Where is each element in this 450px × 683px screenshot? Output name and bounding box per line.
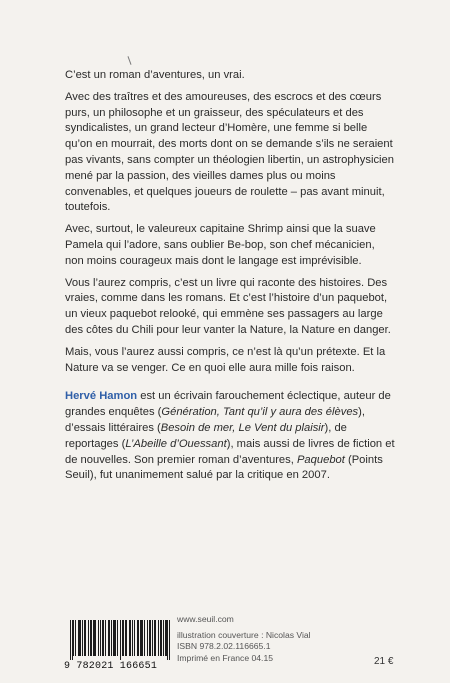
- barcode-bar: [163, 620, 164, 656]
- colophon: [177, 614, 311, 664]
- barcode-bar: [141, 620, 142, 656]
- barcode-digits: 9 782021 166651: [64, 661, 158, 672]
- barcode-bar: [111, 620, 112, 656]
- barcode-bar: [123, 620, 124, 656]
- barcode-bar: [169, 620, 170, 660]
- barcode-bar: [155, 620, 156, 656]
- barcode-bar: [161, 620, 162, 656]
- bio-work-2: Besoin de mer, Le Vent du plaisir: [160, 421, 325, 434]
- barcode-bar: [154, 620, 155, 656]
- barcode-bar: [82, 620, 83, 656]
- bio-text-1: est un écrivain farouchement éclectique, auteur de grandes enquêtes (: [65, 390, 391, 419]
- barcode-bar: [160, 620, 161, 656]
- barcode-bar: [138, 620, 139, 656]
- illustration-credit: illustration couverture : Nicolas Vial: [177, 630, 311, 641]
- barcode-bar: [152, 620, 153, 656]
- barcode-bar: [130, 620, 131, 656]
- bio-work-4: Paquebot: [296, 453, 345, 466]
- blurb-paragraph-2: Avec des traîtres et des amoureuses, des escrocs et des cœurs purs, un philosophe et un graisseur, des spéculateurs et des syndicalistes, un grand lecteur d’Homère, une femme si belle qu’on en mourrait, des morts dont on se demande s’ils ne seraient pas vivants, sans compter un théologien libertin, un astrophysicien mené par la passion, des vieilles dames plus ou moins convenables, et quelques joueurs de roulette – pas avant minuit, toutefois.: [65, 90, 394, 214]
- isbn-text: ISBN 978.2.02.116665.1: [177, 641, 271, 652]
- barcode-bar: [80, 620, 81, 656]
- barcode-bar: [115, 620, 116, 656]
- barcode-bar: [109, 620, 110, 656]
- barcode-bar: [85, 620, 86, 656]
- blurb-paragraph-5: Mais, vous l’aurez aussi compris, ce n’est là qu’un prétexte. Et la Nature va se venger. Ce en quoi elle aura mille fois raison.: [65, 345, 386, 374]
- bio-text-3: ), de reportages (: [65, 421, 347, 450]
- barcode-bar: [137, 620, 138, 656]
- barcode-bar: [70, 620, 71, 660]
- barcode-bar: [88, 620, 89, 656]
- barcode-bar: [102, 620, 103, 656]
- barcode-bar: [94, 620, 95, 656]
- blurb-paragraph-4: Vous l’aurez compris, c’est un livre qui raconte des histoires. Des vraies, comme dans les romans. Et c’est l’histoire d’un paquebot, un vieux paquebot relooké, qui emmène ses passagers au large des côtes du Chili pour leur vanter la Nature, la Nature en danger.: [65, 276, 391, 336]
- barcode-bar: [78, 620, 79, 656]
- price: 21 €: [374, 656, 394, 667]
- barcode-bar: [79, 620, 80, 656]
- barcode-bar: [73, 620, 74, 656]
- barcode-bar: [147, 620, 148, 656]
- barcode-bar: [105, 620, 106, 656]
- barcode-bar: [75, 620, 76, 656]
- barcode-bars: [70, 620, 170, 660]
- barcode-bar: [167, 620, 168, 660]
- barcode-bar: [120, 620, 121, 660]
- barcode-bar: [149, 620, 150, 656]
- barcode-bar: [108, 620, 109, 656]
- isbn-barcode: [64, 620, 172, 672]
- barcode-bar: [165, 620, 166, 656]
- barcode-bar: [150, 620, 151, 656]
- barcode-bar: [125, 620, 126, 656]
- barcode-bar: [117, 620, 118, 656]
- barcode-bar: [103, 620, 104, 656]
- pen-mark: [127, 56, 131, 65]
- barcode-bar: [91, 620, 92, 656]
- barcode-bar: [93, 620, 94, 656]
- barcode-bar: [95, 620, 96, 656]
- barcode-bar: [158, 620, 159, 656]
- bio-work-3: L’Abeille d’Ouessant: [125, 437, 227, 450]
- bio-work-1: Génération, Tant qu’il y aura des élèves: [161, 406, 359, 419]
- barcode-bar: [129, 620, 130, 656]
- blurb-paragraph-3: Avec, surtout, le valeureux capitaine Shrimp ainsi que la suave Pamela qui l’adore, sans oublier Be-bop, son chef mécanicien, non moins courageux mais dont le langage est imprévisible.: [65, 223, 376, 267]
- publisher-website: www.seuil.com: [177, 614, 234, 624]
- barcode-bar: [84, 620, 85, 656]
- barcode-bar: [140, 620, 141, 656]
- bio-text-2: ), d’essais littéraires (: [65, 406, 365, 434]
- author-bio: [65, 389, 395, 484]
- barcode-bar: [114, 620, 115, 656]
- barcode-bar: [72, 620, 73, 660]
- barcode-bar: [122, 620, 123, 656]
- barcode-bar: [142, 620, 143, 656]
- printing-info: Imprimé en France 04.15: [177, 652, 274, 663]
- barcode-bar: [113, 620, 114, 656]
- blurb-text: [65, 68, 395, 490]
- author-name: Hervé Hamon: [65, 390, 138, 403]
- blurb-paragraph-1: C’est un roman d’aventures, un vrai.: [65, 69, 245, 81]
- bio-text-4: ), mais aussi de livres de fiction et de nouvelles. Son premier roman d’aventures,: [65, 437, 395, 466]
- barcode-bar: [132, 620, 133, 656]
- barcode-bar: [100, 620, 101, 656]
- barcode-bar: [126, 620, 127, 656]
- barcode-bar: [90, 620, 91, 656]
- barcode-bar: [134, 620, 135, 656]
- bio-text-5: (Points Seuil), fut unanimement salué par la critique en 2007.: [65, 453, 383, 482]
- barcode-bar: [144, 620, 145, 656]
- barcode-bar: [166, 620, 167, 656]
- barcode-bar: [98, 620, 99, 656]
